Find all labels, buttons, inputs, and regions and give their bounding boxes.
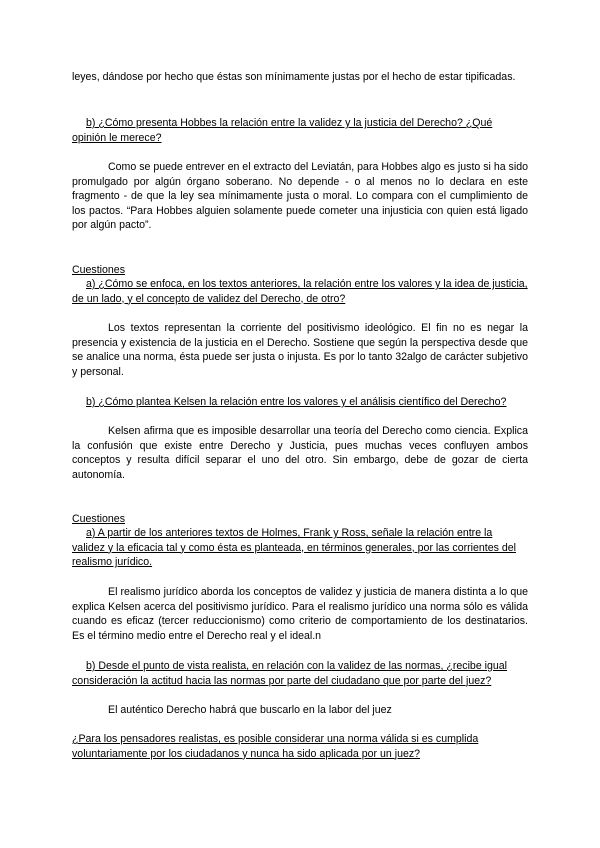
- question-values-justice: a) ¿Cómo se enfoca, en los textos anteriores, la relación entre los valores y la idea de justicia, de un lado, y el concepto de validez del Derecho, de otro?: [72, 278, 528, 305]
- question-voluntary-compliance: ¿Para los pensadores realistas, es posible considerar una norma válida si es cumplida voluntariamente por los ciudadanos y nunca ha sido aplicada por un juez?: [72, 733, 479, 760]
- question-hobbes-validity: b) ¿Cómo presenta Hobbes la relación entre la validez y la justicia del Derecho? ¿Qué opinión le merece?: [72, 117, 493, 144]
- answer-kelsen: Kelsen afirma que es imposible desarrollar una teoría del Derecho como ciencia. Explica la confusión que existe entre Derecho y Justicia, pues muchas veces confluyen ambos conceptos y resulta difícil separar el uno del otro. Sin embargo, debe de gozar de cierta autonomía.: [72, 425, 528, 481]
- section-heading-cuestiones-1: Cuestiones: [72, 264, 125, 276]
- question-realism-validity-efficacy: a) A partir de los anteriores textos de Holmes, Frank y Ross, señale la relación entre la validez y la eficacia tal y como ésta es planteada, en términos generales, por las corrientes del realismo jurídico.: [72, 527, 516, 569]
- answer-hobbes-validity: Como se puede entrever en el extracto del Leviatán, para Hobbes algo es justo si ha sido promulgado por algún órgano soberano. No depende - o al menos no lo declara en este fragmento - de que la ley sea mínimamente justa o moral. Lo compara con el cumplimiento de los pactos. “Para Hobbes alguien solamente puede cometer una injusticia con quien está ligado por algún pacto”.: [72, 161, 528, 232]
- section-heading-cuestiones-2: Cuestiones: [72, 513, 125, 525]
- question-kelsen: b) ¿Cómo plantea Kelsen la relación entre los valores y el análisis científico del Derecho?: [86, 396, 507, 408]
- question-citizen-vs-judge: b) Desde el punto de vista realista, en relación con la validez de las normas, ¿recibe igual consideración la actitud hacia las normas por parte del ciudadano que por parte del juez?: [72, 660, 508, 687]
- answer-values-justice: Los textos representan la corriente del positivismo ideológico. El fin no es negar la presencia y existencia de la justicia en el Derecho. Sostiene que según la perspectiva desde que se analice una norma, ésta puede ser justa o injusta. Es por lo tanto 32algo de carácter subjetivo y personal.: [72, 322, 528, 378]
- answer-realism-validity-efficacy: El realismo jurídico aborda los conceptos de validez y justicia de manera distinta a lo que explica Kelsen acerca del positivismo jurídico. Para el realismo jurídico una norma sólo es válida cuando es eficaz (tercer reduccionismo) como criterio de comportamiento de los destinatarios. Es el término medio entre el Derecho real y el ideal.n: [72, 586, 528, 642]
- answer-citizen-vs-judge: El auténtico Derecho habrá que buscarlo en la labor del juez: [108, 704, 392, 716]
- intro-paragraph: leyes, dándose por hecho que éstas son mínimamente justas por el hecho de estar tipificadas.: [72, 71, 516, 83]
